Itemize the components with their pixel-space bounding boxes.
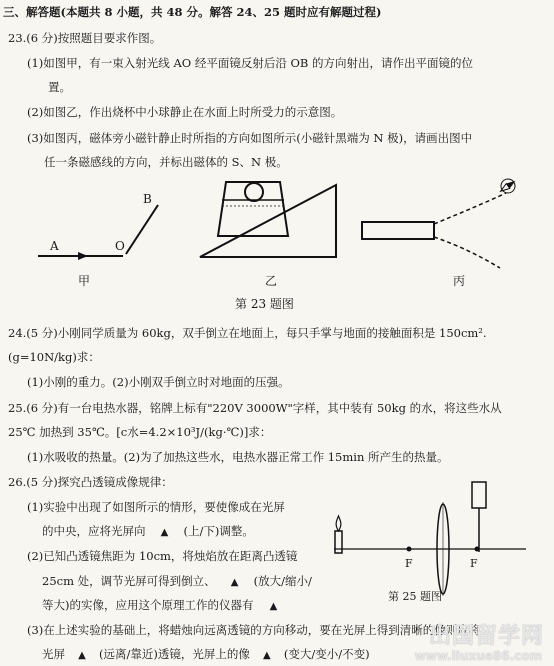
figure-yi bbox=[200, 182, 336, 257]
q24-line3: (1)小刚的重力。(2)小刚双手倒立时对地面的压强。 bbox=[27, 375, 290, 389]
candle bbox=[335, 531, 342, 553]
caption-jia: 甲 bbox=[78, 274, 91, 288]
field-line-upper bbox=[434, 193, 506, 224]
watermark-logo: 出国留学网 bbox=[428, 624, 544, 649]
ball bbox=[245, 183, 263, 201]
caption-yi: 乙 bbox=[265, 274, 278, 288]
q23-heading: 23.(6 分)按照题目要求作图。 bbox=[8, 31, 162, 45]
q26-heading: 26.(5 分)探究凸透镜成像规律： bbox=[8, 475, 173, 489]
label-b: B bbox=[143, 192, 152, 206]
q23-part2: (2)如图乙，作出烧杯中小球静止在水面上时所受力的示意图。 bbox=[27, 105, 343, 119]
q26-part2-line2: 25cm 处，调节光屏可得到倒立、 ▲ (放大/缩小/ bbox=[42, 574, 312, 588]
caption-bing: 丙 bbox=[453, 274, 466, 288]
q23-part3-line1: (3)如图丙，磁体旁小磁针静止时所指的方向如图所示(小磁针黑端为 N 极)，请画出图中 bbox=[27, 131, 473, 145]
q23-part1-line1: (1)如图甲，有一束入射光线 AO 经平面镜反射后沿 OB 的方向射出，请作出平面镜的位 bbox=[27, 56, 474, 70]
q26-part2-line3: 等大)的实像，应用这个原理工作的仪器有 ▲ bbox=[42, 600, 293, 612]
label-o: O bbox=[115, 239, 125, 253]
arrow-head bbox=[78, 252, 88, 260]
q25-line1: 25.(6 分)有一台电热水器，铭牌上标有"220V 3000W"字样，其中装有 50kg 的水，将这些水从 bbox=[8, 401, 502, 415]
caption-fig23: 第 23 题图 bbox=[235, 297, 294, 311]
answer-blank-4: ▲ bbox=[78, 650, 86, 661]
q25-line3: (1)水吸收的热量。(2)为了加热这些水，电热水器正常工作 15min 所产生的热量。 bbox=[27, 450, 449, 464]
q23-part3-line2: 任一条磁感线的方向，并标出磁体的 S、N 极。 bbox=[44, 155, 288, 169]
q26-part3-line1: (3)在上述实验的基础上，将蜡烛向远离透镜的方向移动，要在光屏上得到清晰的像则应将 bbox=[27, 623, 481, 637]
q26-part3-line2: 光屏 ▲ (远离/靠近)透镜，光屏上的像 ▲ (变大/变小/不变) bbox=[42, 647, 370, 661]
q26-part1-line2: 的中央，应将光屏向 ▲ (上/下)调整。 bbox=[42, 524, 254, 538]
q25-line2: 25℃ 加热到 35℃。[c水=4.2×10³J/(kg·℃)]求： bbox=[8, 425, 272, 439]
answer-blank-5: ▲ bbox=[263, 650, 271, 661]
candle-flame bbox=[336, 516, 341, 531]
reflected-ray-ob bbox=[126, 205, 158, 254]
field-line-lower bbox=[434, 237, 500, 268]
focal-point-left bbox=[407, 547, 412, 552]
answer-blank-3: ▲ bbox=[269, 601, 278, 612]
figure-bing bbox=[362, 175, 519, 268]
answer-blank-2: ▲ bbox=[230, 577, 239, 588]
q24-line1: 24.(5 分)小刚同学质量为 60kg，双手倒立在地面上，每只手掌与地面的接触面积是 150cm². bbox=[8, 326, 487, 340]
magnet bbox=[362, 222, 434, 239]
label-f-left: F bbox=[405, 557, 413, 570]
q26-part1-line1: (1)实验中出现了如图所示的情形，要使像成在光屏 bbox=[27, 500, 285, 514]
figure-26-optics bbox=[334, 482, 526, 596]
watermark-url: www.liuxue86.com bbox=[414, 649, 542, 663]
q26-part2-line1: (2)已知凸透镜焦距为 10cm，将烛焰放在距离凸透镜 bbox=[27, 549, 298, 563]
caption-fig25: 第 25 题图 bbox=[388, 590, 442, 603]
label-a: A bbox=[50, 239, 59, 253]
section-title: 三、解答题(本题共 8 小题，共 48 分。解答 24、25 题时应有解题过程) bbox=[3, 5, 382, 19]
answer-blank-1: ▲ bbox=[160, 527, 169, 538]
q24-line2: (g=10N/kg)求： bbox=[8, 350, 100, 364]
q23-part1-line2: 置。 bbox=[48, 80, 71, 94]
light-screen bbox=[472, 482, 486, 508]
compass-needle bbox=[497, 175, 520, 197]
label-f-right: F bbox=[470, 557, 478, 570]
